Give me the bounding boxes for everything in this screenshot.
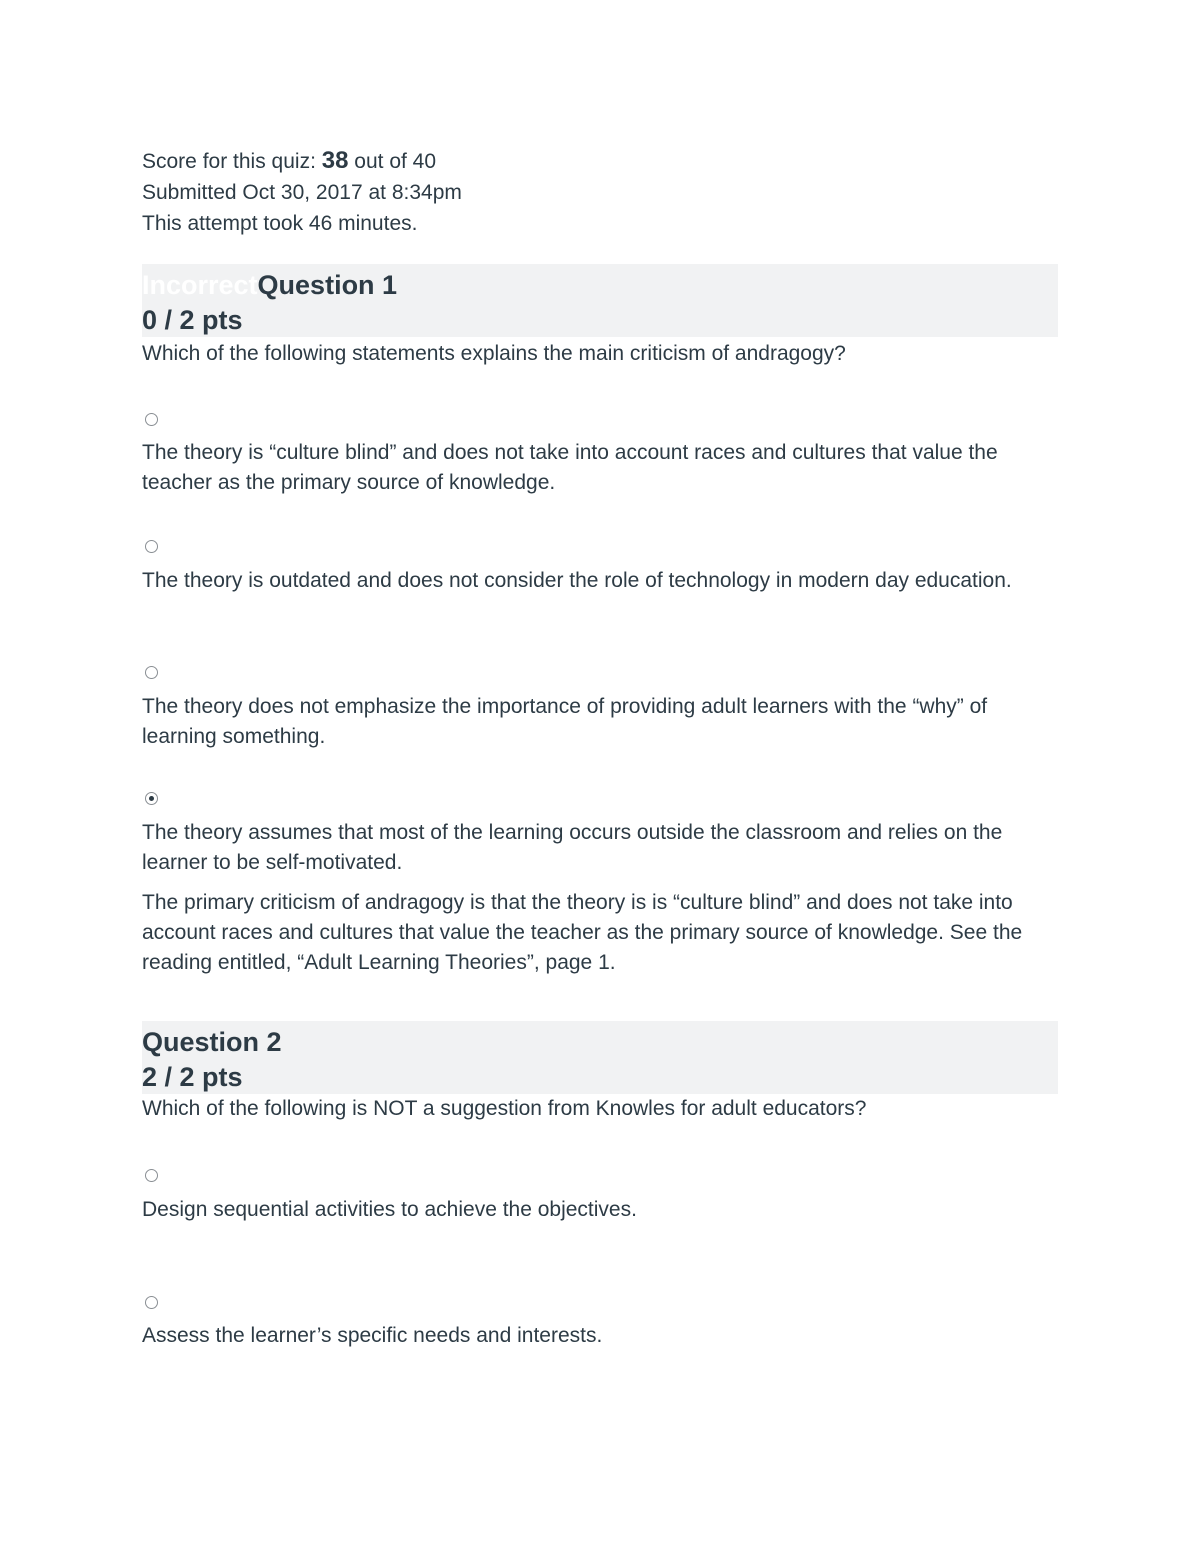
question-1-answer-2-radio[interactable] — [145, 540, 158, 553]
score-suffix: out of 40 — [348, 150, 437, 173]
question-1-points: 0 / 2 pts — [142, 305, 243, 335]
question-2-header — [142, 1021, 1058, 1094]
question-1-title: Question 1 — [257, 270, 398, 300]
question-1-status: Incorrect — [142, 270, 258, 300]
question-2-title: Question 2 — [142, 1027, 282, 1057]
question-2-text: Which of the following is NOT a suggestion from Knowles for adult educators? — [142, 1097, 867, 1120]
question-1-answer-3-radio[interactable] — [145, 666, 158, 679]
question-1-answer-4: The theory assumes that most of the learning occurs outside the classroom and relies on the learner to be self-motivated. — [142, 821, 1003, 874]
question-2-answer-1-radio[interactable] — [145, 1169, 158, 1182]
score-value: 38 — [321, 147, 349, 174]
question-1-comment: The primary criticism of andragogy is that the theory is is “culture blind” and does not take into account races and cultures that value the teacher as the primary source of knowledge. See the reading entitled, “Adult Learning Theories”, page 1. — [142, 891, 1023, 974]
attempt-duration: This attempt took 46 minutes. — [142, 212, 418, 235]
question-2-answer-2: Assess the learner’s specific needs and interests. — [142, 1324, 603, 1347]
quiz-summary — [142, 145, 462, 239]
question-2-points: 2 / 2 pts — [142, 1062, 243, 1092]
score-line — [142, 145, 462, 177]
question-1-answer-2: The theory is outdated and does not consider the role of technology in modern day education. — [142, 569, 1012, 592]
question-1-answer-4-radio[interactable] — [145, 792, 158, 805]
question-1-answer-3: The theory does not emphasize the importance of providing adult learners with the “why” of learning something. — [142, 695, 988, 748]
submitted-date: Submitted Oct 30, 2017 at 8:34pm — [142, 181, 462, 204]
question-1-header — [142, 264, 1058, 337]
question-2-answer-1: Design sequential activities to achieve the objectives. — [142, 1198, 637, 1221]
question-1-text: Which of the following statements explains the main criticism of andragogy? — [142, 342, 846, 365]
question-1-title-row — [142, 269, 397, 301]
score-prefix: Score for this quiz: — [142, 150, 322, 173]
question-1-answer-1: The theory is “culture blind” and does not take into account races and cultures that value the teacher as the primary source of knowledge. — [142, 441, 998, 494]
question-1-answer-1-radio[interactable] — [145, 413, 158, 426]
question-2-answer-2-radio[interactable] — [145, 1296, 158, 1309]
